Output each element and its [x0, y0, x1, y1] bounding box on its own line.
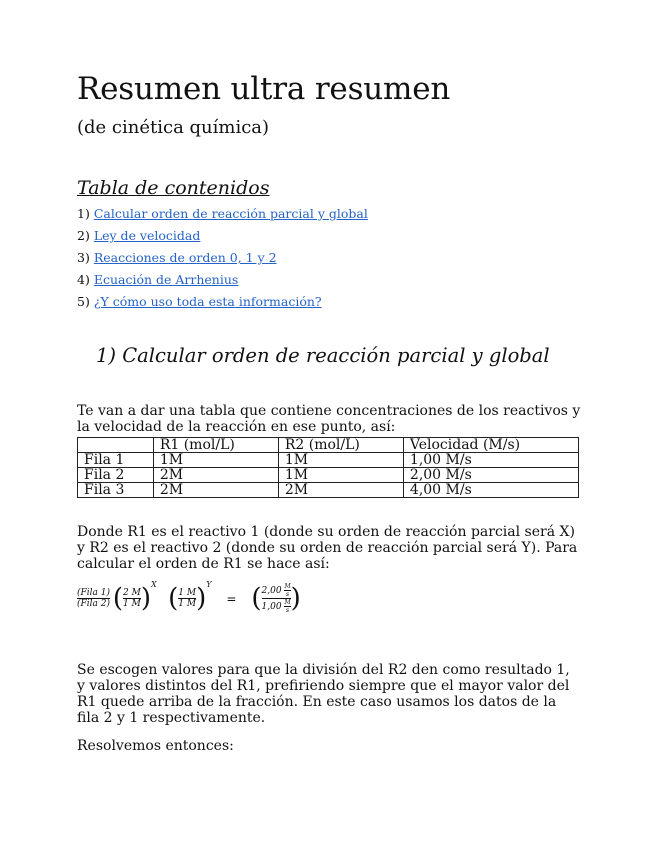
toc-item	[77, 291, 582, 313]
explanation-paragraph: Donde R1 es el reactivo 1 (donde su orden de reacción parcial será X) y R2 es el reactivo 2 (donde su orden de reacción parcial será Y). Para calcular el orden de R1 se hace así:	[77, 524, 578, 572]
toc-item	[77, 247, 582, 269]
unit-denominator: s	[285, 607, 290, 614]
equals-sign: =	[226, 591, 237, 606]
table-row	[78, 453, 579, 468]
toc-link-reacciones-orden[interactable]: Reacciones de orden 0, 1 y 2	[93, 250, 277, 265]
table-of-contents	[77, 203, 582, 313]
rate-value: 2,00	[261, 586, 282, 596]
toc-item	[77, 225, 582, 247]
formula-fraction-r1	[123, 588, 141, 609]
toc-link-arrhenius[interactable]: Ecuación de Arrhenius	[93, 272, 239, 287]
table-cell: 1M	[153, 453, 278, 468]
paren-close: )	[196, 583, 207, 614]
paren-close: )	[290, 583, 301, 614]
table-cell: Fila 1	[78, 453, 154, 468]
fraction-denominator: 1 M	[178, 599, 197, 609]
fraction-numerator	[262, 583, 291, 598]
table-cell: 4,00 M/s	[403, 483, 578, 498]
document-subtitle: (de cinética química)	[77, 117, 270, 138]
table-cell: 2M	[278, 483, 403, 498]
fraction-denominator: (Fila 2)	[77, 599, 110, 609]
table-cell: 1M	[278, 453, 403, 468]
toc-number: 1)	[77, 206, 90, 221]
fraction-numerator: 2 M	[123, 588, 141, 598]
rate-value: 1,00	[261, 602, 282, 612]
paren-open: (	[168, 583, 179, 614]
table-header-cell: R1 (mol/L)	[153, 438, 278, 453]
paren-close: )	[140, 583, 151, 614]
fraction-denominator: 1 M	[123, 599, 141, 609]
toc-heading: Tabla de contenidos	[77, 177, 270, 199]
table-row	[78, 468, 579, 483]
fraction-denominator	[262, 599, 291, 614]
toc-item	[77, 269, 582, 291]
fraction-numerator: (Fila 1)	[77, 588, 110, 598]
table-cell: 2M	[153, 483, 278, 498]
unit-denominator: s	[285, 591, 290, 598]
toc-link-ley-velocidad[interactable]: Ley de velocidad	[93, 228, 201, 243]
paren-open: (	[251, 583, 262, 614]
toc-item	[77, 203, 582, 225]
toc-link-orden-reaccion[interactable]: Calcular orden de reacción parcial y global	[93, 206, 368, 221]
rate-ratio-formula	[77, 580, 582, 624]
paren-open: (	[112, 583, 124, 614]
table-cell: 1M	[278, 468, 403, 483]
exponent-x: X	[150, 580, 157, 589]
table-cell: Fila 2	[78, 468, 154, 483]
selection-paragraph: Se escogen valores para que la división del R2 den como resultado 1, y valores distintos del R1, prefiriendo siempre que el mayor valor del R1 quede arriba de la fracción. En este caso usamos los datos de la fila 2 y 1 respectivamente.	[77, 662, 570, 726]
toc-number: 2)	[77, 228, 90, 243]
toc-number: 4)	[77, 272, 90, 287]
table-header-cell: Velocidad (M/s)	[403, 438, 578, 453]
unit-numerator: M	[284, 599, 291, 606]
unit-numerator: M	[284, 583, 291, 590]
intro-paragraph: Te van a dar una tabla que contiene concentraciones de los reactivos y la velocidad de la reacción en ese punto, así:	[77, 403, 581, 435]
section-heading: 1) Calcular orden de reacción parcial y global	[96, 344, 550, 367]
concentration-table	[77, 437, 579, 498]
table-cell: 2,00 M/s	[403, 468, 578, 483]
document-title: Resumen ultra resumen	[77, 71, 451, 107]
resolve-paragraph: Resolvemos entonces:	[77, 738, 234, 754]
formula-fraction-rates	[262, 583, 291, 614]
formula-fraction-r2	[178, 588, 196, 609]
table-row	[78, 483, 579, 498]
formula-fraction-rows	[77, 588, 110, 609]
toc-number: 5)	[77, 294, 90, 309]
table-cell: 2M	[153, 468, 278, 483]
table-header-cell	[78, 438, 154, 453]
document-page	[77, 70, 582, 754]
table-cell: 1,00 M/s	[403, 453, 578, 468]
table-cell: Fila 3	[78, 483, 154, 498]
fraction-numerator: 1 M	[178, 588, 197, 598]
toc-link-uso-informacion[interactable]: ¿Y cómo uso toda esta información?	[93, 294, 322, 309]
exponent-y: Y	[206, 580, 212, 589]
toc-number: 3)	[77, 250, 90, 265]
table-header-cell: R2 (mol/L)	[278, 438, 403, 453]
table-header-row	[78, 438, 579, 453]
